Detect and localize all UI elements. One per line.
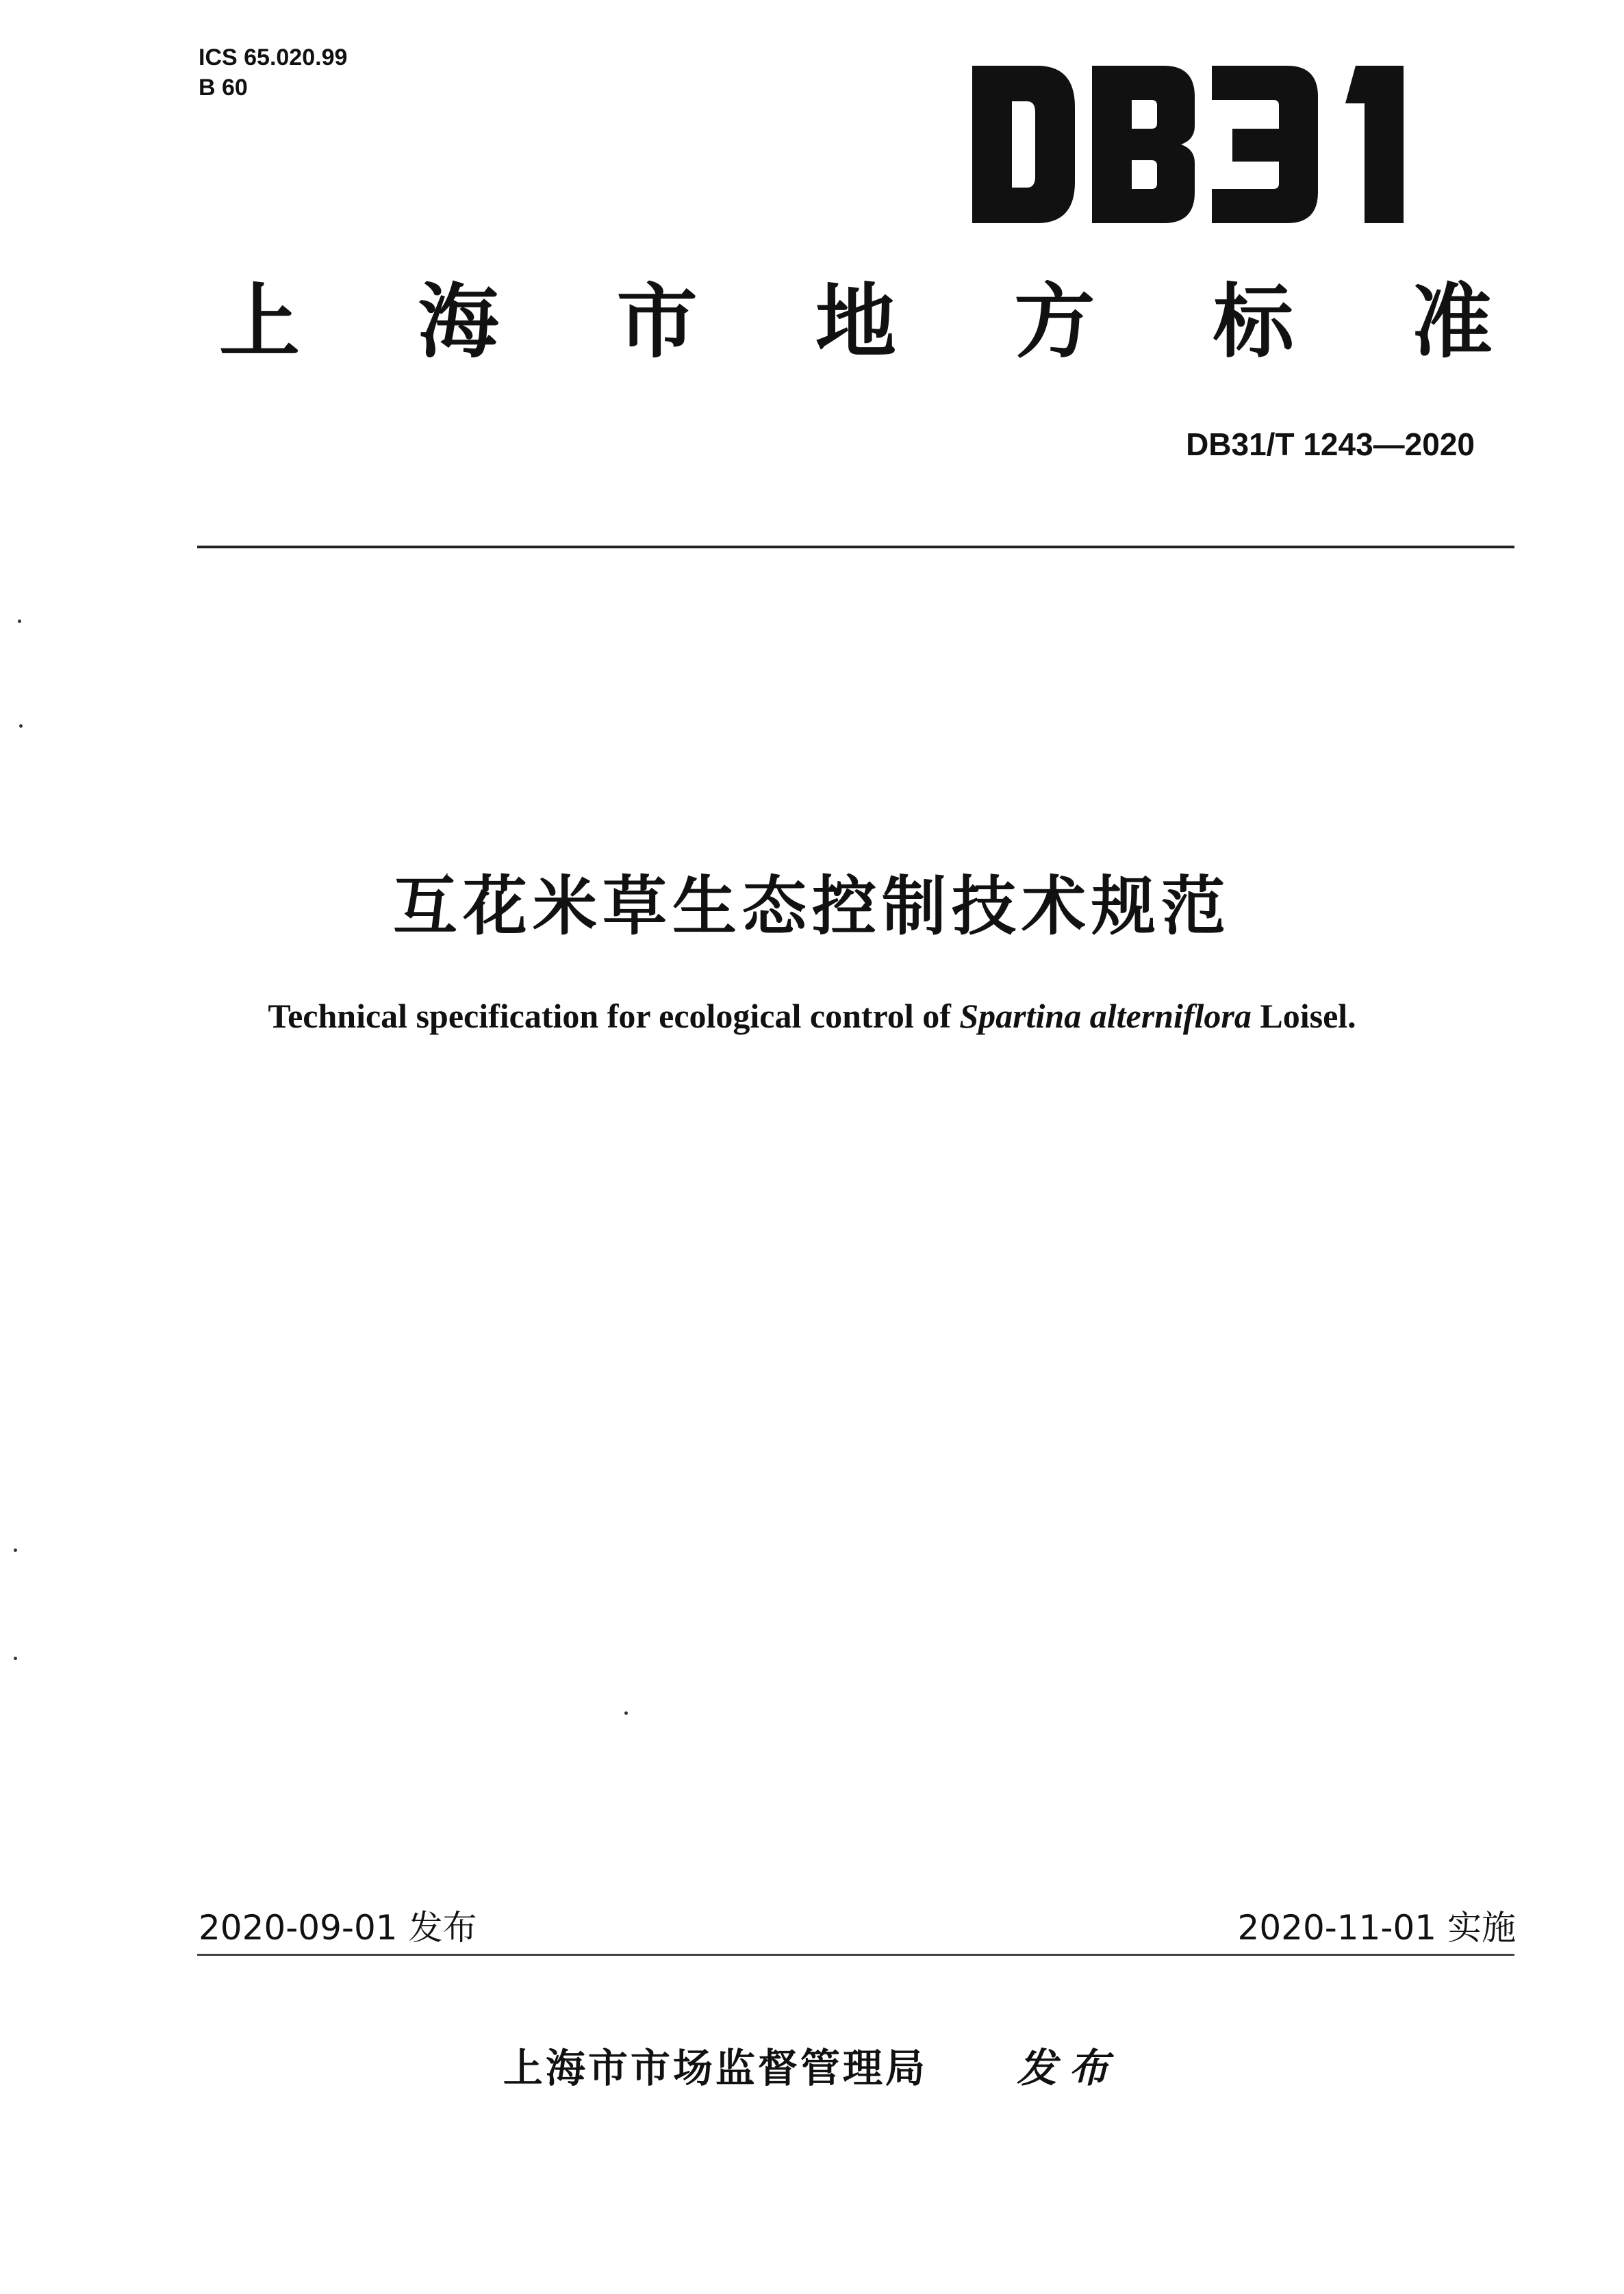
ccs-code: B 60: [199, 75, 248, 101]
standard-number: DB31/T 1243—2020: [1186, 426, 1475, 462]
standard-type-char: 市: [616, 275, 698, 369]
footer-divider: [197, 1954, 1514, 1956]
db31-logo: [972, 66, 1417, 223]
classification-codes: [199, 42, 347, 103]
title-english: [0, 996, 1624, 1036]
title-english-species: Spartina alterniflora: [959, 997, 1252, 1035]
scan-speck: [624, 1711, 628, 1715]
header-divider: [197, 546, 1514, 548]
implementation-date: 2020-11-01 实施: [1237, 1908, 1516, 1948]
scan-speck: [14, 1549, 17, 1552]
standard-type-char: 标: [1213, 275, 1294, 369]
issue-date: 2020-09-01 发布: [199, 1908, 477, 1948]
publisher-action: 发布: [1017, 2045, 1121, 2091]
title-english-suffix: Loisel.: [1260, 997, 1356, 1035]
standard-type-char: 上: [219, 275, 301, 369]
scan-speck: [19, 724, 23, 728]
title-english-prefix: Technical specification for ecological control of: [268, 997, 951, 1035]
publisher-organization: 上海市市场监督管理局: [503, 2045, 928, 2091]
title-chinese: 互花米草生态控制技术规范: [392, 869, 1231, 944]
publisher-line: [0, 2036, 1624, 2093]
ics-code: ICS 65.020.99: [199, 44, 348, 71]
standard-type-char: 地: [815, 275, 896, 369]
standard-type-heading: [219, 274, 1493, 370]
standard-type-char: 海: [418, 275, 499, 369]
scan-speck: [14, 1657, 17, 1660]
standard-type-char: 方: [1014, 275, 1095, 369]
standard-type-char: 准: [1411, 275, 1493, 369]
scan-speck: [18, 620, 21, 623]
